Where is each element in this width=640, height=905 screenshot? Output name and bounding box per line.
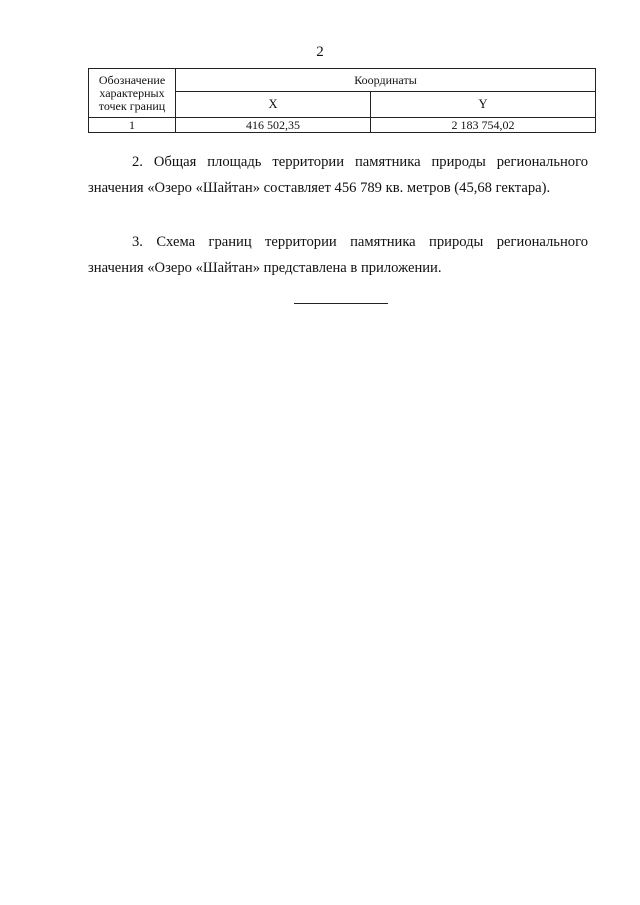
y-value-cell: 2 183 754,02 <box>371 118 596 133</box>
paragraph-area-line-2: значения «Озеро «Шайтан» составляет 456 789 кв. метров (45,68 гектара). <box>88 180 551 196</box>
paragraph-scheme-line-1: 3. Схема границ территории памятника природы регионального <box>132 234 588 250</box>
x-value-cell: 416 502,35 <box>176 118 371 133</box>
coordinates-header: Координаты <box>176 69 596 92</box>
y-header: Y <box>371 92 596 118</box>
table-row <box>89 118 596 133</box>
paragraph-area <box>88 149 588 201</box>
paragraph-area-line-1: 2. Общая площадь территории памятника природы регионального <box>132 154 588 170</box>
paragraph-scheme <box>88 229 588 281</box>
coordinates-table <box>88 68 596 133</box>
page-number: 2 <box>316 44 324 60</box>
table-header-row <box>89 69 596 92</box>
end-divider <box>294 303 388 304</box>
paragraph-scheme-line-2: значения «Озеро «Шайтан» представлена в приложении. <box>88 260 442 276</box>
point-label-header: Обозначение характерных точек границ <box>89 69 176 118</box>
point-number-cell: 1 <box>89 118 176 133</box>
x-header: X <box>176 92 371 118</box>
